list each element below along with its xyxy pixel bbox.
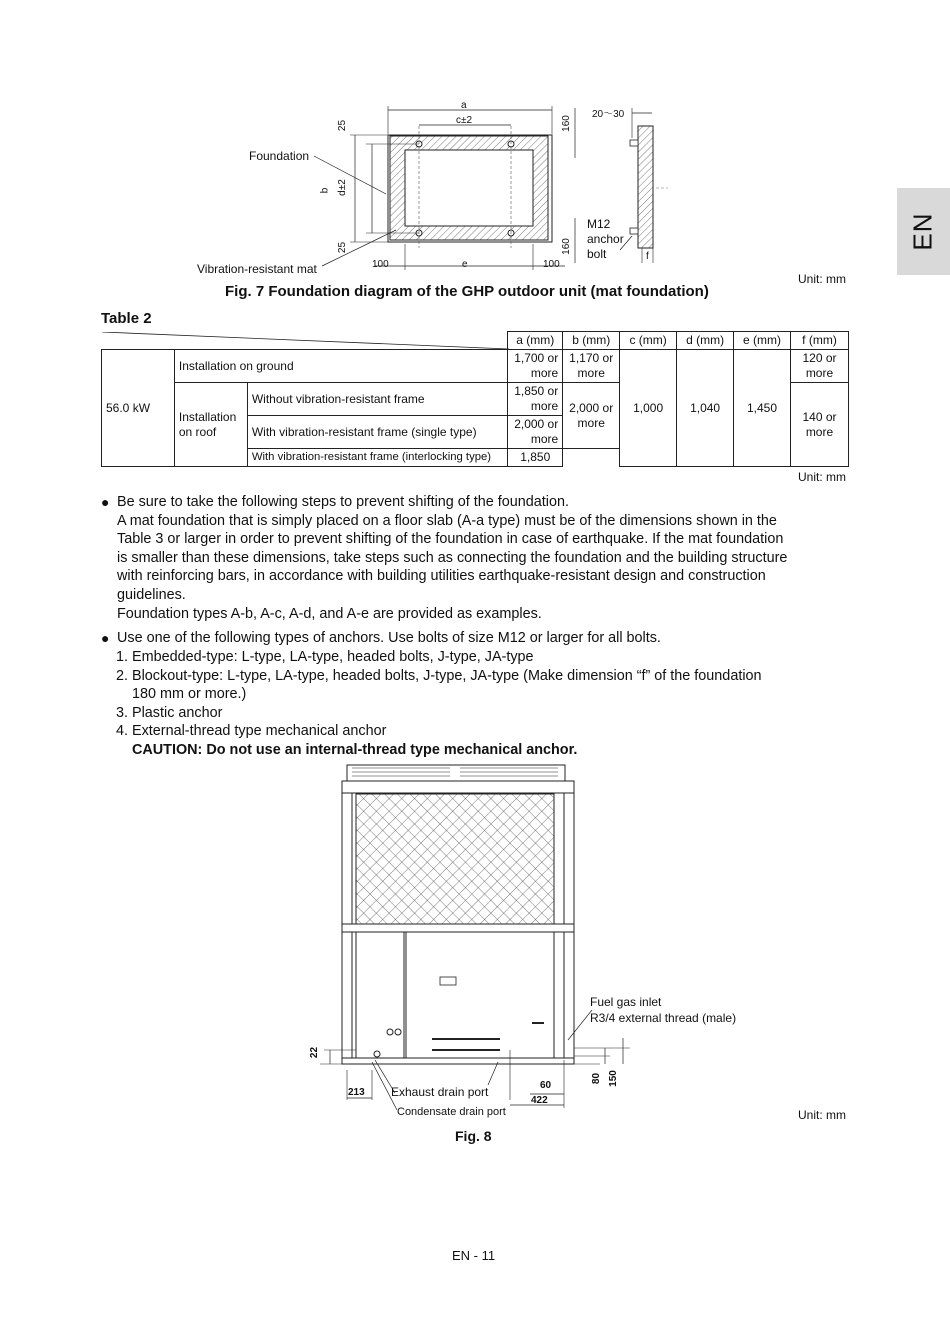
ground-f-cell xyxy=(790,350,848,383)
anchor-item-cont: 180 mm or more.) xyxy=(132,686,247,703)
dim-c: c±2 xyxy=(456,115,473,126)
fig8-caption: Fig. 8 xyxy=(455,1128,492,1144)
ground-b-2: more xyxy=(577,366,605,380)
nofr-a-cell xyxy=(508,383,563,416)
dim-f: f xyxy=(646,251,649,262)
roof-b-2: more xyxy=(577,415,605,430)
fuel-gas-label: Fuel gas inlet xyxy=(590,995,662,1009)
bullet-1: ● xyxy=(101,494,110,510)
ground-a-2: more xyxy=(530,366,559,380)
inter-label-cell: With vibration-resistant frame (interlocking type) xyxy=(247,449,507,467)
roof-b-cell xyxy=(563,383,620,449)
nofr-a-2: more xyxy=(530,399,559,413)
header-d: d (mm) xyxy=(677,332,734,350)
table-row xyxy=(102,350,849,383)
paragraph-anchors xyxy=(117,629,857,648)
paragraph-foundation xyxy=(117,493,857,623)
p1-line: with reinforcing bars, in accordance with building utilities earthquake-resistant design and construction xyxy=(117,568,766,585)
caution-text: CAUTION: Do not use an internal-thread type mechanical anchor. xyxy=(132,741,578,758)
fig7-caption: Fig. 7 Foundation diagram of the GHP outdoor unit (mat foundation) xyxy=(225,283,709,300)
dim-25-bottom: 25 xyxy=(337,241,349,254)
roof-f-1: 140 or xyxy=(802,409,837,424)
single-label-cell: With vibration-resistant frame (single type) xyxy=(247,416,507,449)
header-e: e (mm) xyxy=(734,332,791,350)
anchor-line-3: bolt xyxy=(587,247,607,261)
language-tab xyxy=(897,188,950,275)
anchor-item: 3. Plastic anchor xyxy=(116,704,223,721)
table-header-row xyxy=(102,332,849,350)
roof-b-1: 2,000 or xyxy=(569,400,614,415)
dim-100-right: 100 xyxy=(543,259,560,270)
install-roof-cell xyxy=(174,383,247,467)
dim-213: 213 xyxy=(348,1087,365,1098)
e-cell: 1,450 xyxy=(734,350,791,467)
install-ground-cell: Installation on ground xyxy=(174,350,507,383)
roof-f-cell xyxy=(790,383,848,467)
table2-unit: Unit: mm xyxy=(798,470,846,484)
header-blank-cell xyxy=(102,332,508,350)
roof-line-1: Installation xyxy=(178,409,237,424)
dim-25-top: 25 xyxy=(337,119,349,132)
ground-b-cell xyxy=(563,350,620,383)
dim-b: b xyxy=(319,187,331,194)
roof-f-2: more xyxy=(805,424,834,439)
header-c: c (mm) xyxy=(620,332,677,350)
c-cell: 1,000 xyxy=(620,350,677,467)
dim-60: 60 xyxy=(540,1080,552,1091)
fig7-unit: Unit: mm xyxy=(798,272,846,286)
table2 xyxy=(101,331,849,467)
anchor-item: 1. Embedded-type: L-type, LA-type, headed bolts, J-type, JA-type xyxy=(116,649,534,665)
model-cell: 56.0 kW xyxy=(102,350,175,467)
ground-a-1: 1,700 or xyxy=(514,351,559,365)
dim-160-bottom: 160 xyxy=(560,238,572,255)
single-a-1: 2,000 or xyxy=(514,417,559,431)
dim-22: 22 xyxy=(309,1046,321,1059)
header-b: b (mm) xyxy=(563,332,620,350)
dim-100-left: 100 xyxy=(372,259,389,270)
language-tab-label: EN xyxy=(908,212,938,251)
nofr-label-cell: Without vibration-resistant frame xyxy=(247,383,507,416)
empty-cell xyxy=(563,449,620,467)
p1-line: A mat foundation that is simply placed on a floor slab (A-a type) must be of the dimensions shown in the xyxy=(117,512,777,529)
fig8-unit: Unit: mm xyxy=(798,1108,846,1122)
dim-150: 150 xyxy=(607,1070,619,1087)
dim-422: 422 xyxy=(531,1095,548,1106)
inter-a-cell: 1,850 xyxy=(508,449,563,467)
ground-b-1: 1,170 or xyxy=(569,351,614,365)
anchor-line-2: anchor xyxy=(587,232,624,246)
nofr-a-1: 1,850 or xyxy=(514,384,559,398)
fig8-outdoor-unit-diagram xyxy=(300,760,650,1110)
dim-20-30: 20～30 xyxy=(592,109,625,120)
condensate-drain-label: Condensate drain port xyxy=(397,1106,506,1118)
ground-f-2: more xyxy=(805,366,834,380)
bullet-2: ● xyxy=(101,630,110,646)
anchor-item: 2. Blockout-type: L-type, LA-type, headed bolts, J-type, JA-type (Make dimension “f” of the foundation xyxy=(116,667,762,684)
header-diagonal xyxy=(102,332,509,349)
p1-line: Be sure to take the following steps to prevent shifting of the foundation. xyxy=(117,494,569,510)
roof-line-2: on roof xyxy=(178,424,217,439)
fig7-anchor-label xyxy=(587,217,624,262)
anchor-item: 4. External-thread type mechanical anchor xyxy=(116,723,387,740)
p1-line: Foundation types A-b, A-c, A-d, and A-e are provided as examples. xyxy=(117,605,542,622)
anchor-list xyxy=(116,648,856,760)
single-a-2: more xyxy=(530,432,559,446)
dim-160-top: 160 xyxy=(560,115,572,132)
d-cell: 1,040 xyxy=(677,350,734,467)
exhaust-drain-label: Exhaust drain port xyxy=(391,1085,489,1099)
p1-line: guidelines. xyxy=(117,586,186,603)
p1-line: is smaller than these dimensions, take steps such as connecting the foundation and the building structure xyxy=(117,549,788,566)
page-number: EN - 11 xyxy=(452,1248,496,1263)
anchor-line-1: M12 xyxy=(587,217,611,231)
dim-e: e xyxy=(462,259,468,270)
ground-f-1: 120 or xyxy=(802,351,837,365)
dim-d: d±2 xyxy=(336,179,348,196)
header-a: a (mm) xyxy=(508,332,563,350)
table2-title: Table 2 xyxy=(101,310,152,327)
single-a-cell xyxy=(508,416,563,449)
header-f: f (mm) xyxy=(790,332,848,350)
fig7-foundation-label: Foundation xyxy=(249,149,310,163)
p1-line: Table 3 or larger in order to prevent shifting of the foundation in case of earthquake. If the mat foundation xyxy=(117,531,784,548)
p2-line: Use one of the following types of anchors. Use bolts of size M12 or larger for all bolts. xyxy=(117,630,661,646)
ground-a-cell xyxy=(508,350,563,383)
fig7-mat-label: Vibration-resistant mat xyxy=(197,262,317,276)
dim-a: a xyxy=(461,100,467,111)
fuel-thread-label: R3/4 external thread (male) xyxy=(590,1011,737,1025)
dim-80: 80 xyxy=(591,1072,603,1085)
